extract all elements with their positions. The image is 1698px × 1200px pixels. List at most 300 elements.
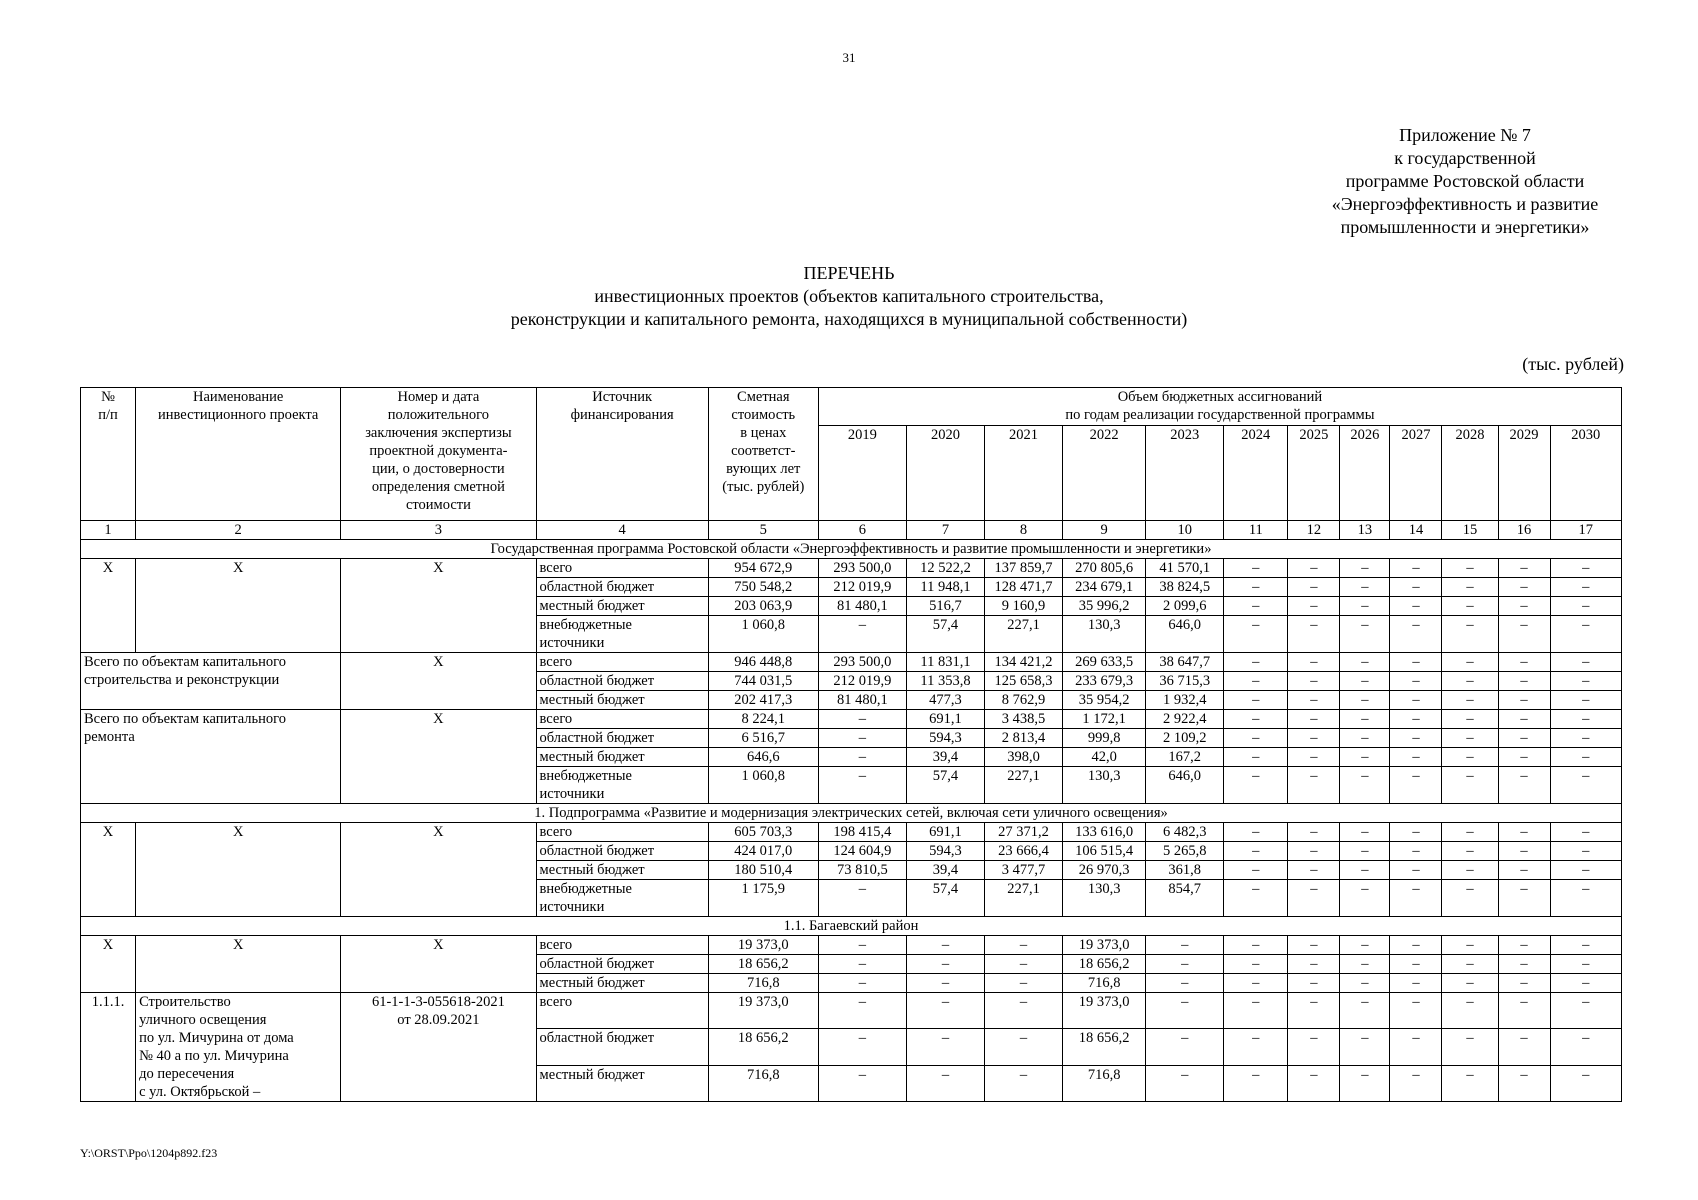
year-allocation: 38 824,5 [1146, 578, 1224, 597]
year-allocation: – [906, 1029, 984, 1065]
year-allocation: – [1224, 559, 1288, 578]
year-allocation: – [1498, 691, 1550, 710]
year-allocation: – [1550, 748, 1621, 767]
page-number: 31 [842, 50, 856, 65]
column-number: 13 [1340, 521, 1390, 540]
column-number: 11 [1224, 521, 1288, 540]
column-number: 6 [818, 521, 906, 540]
year-allocation: 130,3 [1063, 880, 1146, 917]
funding-source: местный бюджет [536, 974, 708, 993]
year-allocation: – [906, 993, 984, 1029]
year-allocation: – [1550, 993, 1621, 1029]
year-allocation: – [1390, 842, 1442, 861]
funding-source: областной бюджет [536, 578, 708, 597]
year-allocation: – [1498, 955, 1550, 974]
year-allocation: 1 932,4 [1146, 691, 1224, 710]
year-allocation: – [1146, 936, 1224, 955]
funding-source: всего [536, 559, 708, 578]
year-allocation: – [1288, 1065, 1340, 1101]
year-allocation: – [1224, 729, 1288, 748]
year-allocation: 57,4 [906, 767, 984, 804]
year-allocation: – [1390, 672, 1442, 691]
units-label: (тыс. рублей) [1522, 354, 1624, 374]
year-allocation: – [1340, 710, 1390, 729]
year-allocation: 2 099,6 [1146, 597, 1224, 616]
year-allocation: – [1498, 729, 1550, 748]
year-allocation: – [906, 955, 984, 974]
year-allocation: 130,3 [1063, 767, 1146, 804]
year-allocation: – [1340, 672, 1390, 691]
estimated-cost: 18 656,2 [708, 955, 818, 974]
year-allocation: – [1550, 974, 1621, 993]
year-allocation: – [1442, 1065, 1498, 1101]
year-allocation: – [1288, 672, 1340, 691]
year-allocation: – [985, 993, 1063, 1029]
year-allocation: – [1390, 653, 1442, 672]
year-allocation: – [1390, 597, 1442, 616]
expertise-conclusion: X [341, 823, 536, 917]
year-allocation: 227,1 [985, 880, 1063, 917]
year-allocation: – [1550, 1065, 1621, 1101]
year-allocation: – [1288, 861, 1340, 880]
project-name: X [136, 559, 341, 653]
year-allocation: – [906, 936, 984, 955]
year-allocation: – [1442, 729, 1498, 748]
year-allocation: – [1224, 861, 1288, 880]
year-allocation: 999,8 [1063, 729, 1146, 748]
funding-source: местный бюджет [536, 748, 708, 767]
year-allocation: 477,3 [906, 691, 984, 710]
year-allocation: 2 922,4 [1146, 710, 1224, 729]
expertise-conclusion: X [341, 653, 536, 710]
year-allocation: – [1224, 672, 1288, 691]
year-allocation: – [985, 1065, 1063, 1101]
year-allocation: 1 172,1 [1063, 710, 1146, 729]
funding-source: всего [536, 936, 708, 955]
expertise-conclusion: 61-1-1-3-055618-2021 от 28.09.2021 [341, 993, 536, 1102]
year-allocation: – [818, 616, 906, 653]
year-allocation: – [1288, 974, 1340, 993]
column-number: 17 [1550, 521, 1621, 540]
year-allocation: – [1390, 578, 1442, 597]
year-allocation: 12 522,2 [906, 559, 984, 578]
year-allocation: – [1288, 578, 1340, 597]
year-allocation: – [1442, 597, 1498, 616]
year-allocation: 270 805,6 [1063, 559, 1146, 578]
year-allocation: – [1550, 616, 1621, 653]
year-allocation: 128 471,7 [985, 578, 1063, 597]
year-allocation: – [1442, 993, 1498, 1029]
estimated-cost: 202 417,3 [708, 691, 818, 710]
estimated-cost: 18 656,2 [708, 1029, 818, 1065]
year-allocation: 19 373,0 [1063, 936, 1146, 955]
year-allocation: 3 438,5 [985, 710, 1063, 729]
year-allocation: 11 353,8 [906, 672, 984, 691]
year-allocation: – [1550, 597, 1621, 616]
year-allocation: 38 647,7 [1146, 653, 1224, 672]
year-allocation: – [1390, 616, 1442, 653]
estimated-cost: 716,8 [708, 1065, 818, 1101]
project-number: X [81, 559, 136, 653]
funding-source: внебюджетные источники [536, 767, 708, 804]
appendix-line: промышленности и энергетики» [1340, 217, 1590, 237]
funding-source: внебюджетные источники [536, 616, 708, 653]
year-allocation: – [1288, 748, 1340, 767]
year-allocation: – [1224, 842, 1288, 861]
year-allocation: – [1550, 672, 1621, 691]
year-allocation: – [1550, 936, 1621, 955]
year-allocation: – [1442, 767, 1498, 804]
year-allocation: – [818, 1029, 906, 1065]
estimated-cost: 19 373,0 [708, 936, 818, 955]
header-year: 2028 [1442, 426, 1498, 521]
year-allocation: – [1224, 955, 1288, 974]
year-allocation: 212 019,9 [818, 672, 906, 691]
year-allocation: 8 762,9 [985, 691, 1063, 710]
year-allocation: 594,3 [906, 729, 984, 748]
year-allocation: 234 679,1 [1063, 578, 1146, 597]
year-allocation: – [1498, 767, 1550, 804]
table-row [81, 823, 1622, 842]
year-allocation: 516,7 [906, 597, 984, 616]
year-allocation: 39,4 [906, 748, 984, 767]
section-title-row [81, 804, 1622, 823]
investment-projects-table [80, 387, 1622, 1102]
year-allocation: – [818, 767, 906, 804]
year-allocation: – [1224, 936, 1288, 955]
year-allocation: – [1498, 748, 1550, 767]
estimated-cost: 203 063,9 [708, 597, 818, 616]
column-numbers-row [81, 521, 1622, 540]
estimated-cost: 1 060,8 [708, 616, 818, 653]
year-allocation: – [1442, 880, 1498, 917]
year-allocation: – [1340, 729, 1390, 748]
funding-source: местный бюджет [536, 861, 708, 880]
year-allocation: – [1442, 955, 1498, 974]
year-allocation: 36 715,3 [1146, 672, 1224, 691]
year-allocation: – [1340, 616, 1390, 653]
year-allocation: – [1442, 653, 1498, 672]
year-allocation: – [985, 936, 1063, 955]
year-allocation: – [1340, 955, 1390, 974]
year-allocation: – [1498, 880, 1550, 917]
column-number: 9 [1063, 521, 1146, 540]
year-allocation: – [1224, 653, 1288, 672]
funding-source: всего [536, 653, 708, 672]
project-number: 1.1.1. [81, 993, 136, 1102]
year-allocation: 198 415,4 [818, 823, 906, 842]
section-title-row [81, 540, 1622, 559]
table-row [81, 653, 1622, 672]
year-allocation: 233 679,3 [1063, 672, 1146, 691]
year-allocation: – [1442, 748, 1498, 767]
year-allocation: – [1288, 653, 1340, 672]
funding-source: областной бюджет [536, 842, 708, 861]
estimated-cost: 744 031,5 [708, 672, 818, 691]
year-allocation: – [1340, 748, 1390, 767]
funding-source: всего [536, 993, 708, 1029]
header-year: 2020 [906, 426, 984, 521]
year-allocation: – [1550, 559, 1621, 578]
column-number: 12 [1288, 521, 1340, 540]
header-year: 2030 [1550, 426, 1621, 521]
year-allocation: – [1340, 823, 1390, 842]
year-allocation: – [1224, 880, 1288, 917]
expertise-conclusion: X [341, 710, 536, 804]
appendix-line: Приложение № 7 [1399, 125, 1531, 145]
year-allocation: 27 371,2 [985, 823, 1063, 842]
year-allocation: – [1498, 616, 1550, 653]
header-year: 2026 [1340, 426, 1390, 521]
year-allocation: 57,4 [906, 616, 984, 653]
table-row [81, 993, 1622, 1029]
year-allocation: – [1288, 880, 1340, 917]
year-allocation: – [1224, 616, 1288, 653]
year-allocation: 227,1 [985, 767, 1063, 804]
year-allocation: 39,4 [906, 861, 984, 880]
year-allocation: 73 810,5 [818, 861, 906, 880]
year-allocation: 57,4 [906, 880, 984, 917]
header-expertise: Номер и дата положительного заключения экспертизы проектной документа- ции, о достоверности определения сметной стоимости [341, 388, 536, 521]
year-allocation: – [1550, 691, 1621, 710]
year-allocation: – [818, 880, 906, 917]
year-allocation: – [1390, 861, 1442, 880]
year-allocation: 42,0 [1063, 748, 1146, 767]
year-allocation: 269 633,5 [1063, 653, 1146, 672]
table-row [81, 936, 1622, 955]
year-allocation: 81 480,1 [818, 597, 906, 616]
year-allocation: – [818, 974, 906, 993]
year-allocation: – [1390, 823, 1442, 842]
header-row [81, 388, 1622, 426]
estimated-cost: 954 672,9 [708, 559, 818, 578]
project-number: X [81, 936, 136, 993]
year-allocation: 18 656,2 [1063, 1029, 1146, 1065]
year-allocation: – [1288, 1029, 1340, 1065]
heading-line: инвестиционных проектов (объектов капитального строительства, [594, 286, 1104, 306]
column-number: 8 [985, 521, 1063, 540]
year-allocation: – [1442, 578, 1498, 597]
year-allocation: – [1146, 955, 1224, 974]
project-name: Всего по объектам капитального строительства и реконструкции [81, 653, 341, 710]
year-allocation: – [1390, 710, 1442, 729]
year-allocation: – [1498, 653, 1550, 672]
column-number: 2 [136, 521, 341, 540]
header-volume: Объем бюджетных ассигнований по годам реализации государственной программы [818, 388, 1621, 426]
year-allocation: 212 019,9 [818, 578, 906, 597]
year-allocation: – [1340, 691, 1390, 710]
funding-source: всего [536, 710, 708, 729]
year-allocation: 716,8 [1063, 1065, 1146, 1101]
project-name: Всего по объектам капитального ремонта [81, 710, 341, 804]
estimated-cost: 180 510,4 [708, 861, 818, 880]
year-allocation: – [1224, 597, 1288, 616]
year-allocation: – [1550, 729, 1621, 748]
year-allocation: – [1498, 672, 1550, 691]
year-allocation: – [1390, 748, 1442, 767]
funding-source: внебюджетные источники [536, 880, 708, 917]
year-allocation: – [1550, 767, 1621, 804]
year-allocation: 398,0 [985, 748, 1063, 767]
year-allocation: – [1288, 729, 1340, 748]
year-allocation: – [1390, 993, 1442, 1029]
year-allocation: – [1340, 767, 1390, 804]
year-allocation: – [1390, 1065, 1442, 1101]
year-allocation: – [1224, 1065, 1288, 1101]
estimated-cost: 750 548,2 [708, 578, 818, 597]
column-number: 7 [906, 521, 984, 540]
year-allocation: – [1442, 1029, 1498, 1065]
header-source: Источник финансирования [536, 388, 708, 521]
year-allocation: – [1288, 710, 1340, 729]
year-allocation: 2 109,2 [1146, 729, 1224, 748]
year-allocation: – [1288, 936, 1340, 955]
appendix-note [1300, 124, 1630, 239]
funding-source: областной бюджет [536, 672, 708, 691]
year-allocation: – [1390, 559, 1442, 578]
document-heading [0, 262, 1698, 331]
year-allocation: – [1340, 1029, 1390, 1065]
section-title: Государственная программа Ростовской области «Энергоэффективность и развитие промышленности и энергетики» [81, 540, 1622, 559]
year-allocation: – [1340, 1065, 1390, 1101]
year-allocation: – [1498, 823, 1550, 842]
year-allocation: – [1224, 748, 1288, 767]
year-allocation: – [1550, 842, 1621, 861]
estimated-cost: 1 060,8 [708, 767, 818, 804]
year-allocation: 137 859,7 [985, 559, 1063, 578]
header-year: 2019 [818, 426, 906, 521]
project-name: X [136, 936, 341, 993]
project-name: X [136, 823, 341, 917]
file-path-footer: Y:\ORST\Ppo\1204p892.f23 [80, 1146, 218, 1160]
year-allocation: 167,2 [1146, 748, 1224, 767]
year-allocation: – [818, 936, 906, 955]
year-allocation: – [1550, 578, 1621, 597]
year-allocation: – [818, 710, 906, 729]
year-allocation: – [1340, 842, 1390, 861]
year-allocation: – [1288, 993, 1340, 1029]
year-allocation: – [1550, 653, 1621, 672]
year-allocation: 594,3 [906, 842, 984, 861]
year-allocation: – [1288, 616, 1340, 653]
year-allocation: – [1146, 993, 1224, 1029]
year-allocation: 646,0 [1146, 767, 1224, 804]
year-allocation: 854,7 [1146, 880, 1224, 917]
year-allocation: – [1340, 861, 1390, 880]
year-allocation: – [1224, 578, 1288, 597]
year-allocation: – [1146, 1065, 1224, 1101]
funding-source: областной бюджет [536, 729, 708, 748]
column-number: 3 [341, 521, 536, 540]
heading-line: реконструкции и капитального ремонта, находящихся в муниципальной собственности) [510, 309, 1188, 329]
year-allocation: – [1340, 974, 1390, 993]
year-allocation: 26 970,3 [1063, 861, 1146, 880]
year-allocation: – [1340, 936, 1390, 955]
year-allocation: – [1498, 842, 1550, 861]
year-allocation: – [1390, 974, 1442, 993]
year-allocation: – [1146, 1029, 1224, 1065]
year-allocation: – [1340, 559, 1390, 578]
estimated-cost: 19 373,0 [708, 993, 818, 1029]
estimated-cost: 6 516,7 [708, 729, 818, 748]
appendix-line: «Энергоэффективность и развитие [1331, 194, 1599, 214]
year-allocation: – [1390, 729, 1442, 748]
project-number: X [81, 823, 136, 917]
year-allocation: – [1288, 691, 1340, 710]
table-row [81, 710, 1622, 729]
year-allocation: 6 482,3 [1146, 823, 1224, 842]
header-year: 2025 [1288, 426, 1340, 521]
year-allocation: – [818, 729, 906, 748]
year-allocation: – [1442, 974, 1498, 993]
header-year: 2024 [1224, 426, 1288, 521]
funding-source: областной бюджет [536, 955, 708, 974]
estimated-cost: 8 224,1 [708, 710, 818, 729]
column-number: 5 [708, 521, 818, 540]
estimated-cost: 946 448,8 [708, 653, 818, 672]
year-allocation: 106 515,4 [1063, 842, 1146, 861]
year-allocation: – [1224, 691, 1288, 710]
year-allocation: – [1288, 842, 1340, 861]
year-allocation: – [1224, 974, 1288, 993]
funding-source: местный бюджет [536, 597, 708, 616]
appendix-line: к государственной [1394, 148, 1536, 168]
year-allocation: 2 813,4 [985, 729, 1063, 748]
year-allocation: – [1390, 767, 1442, 804]
column-number: 14 [1390, 521, 1442, 540]
year-allocation: – [1340, 578, 1390, 597]
year-allocation: – [1550, 955, 1621, 974]
estimated-cost: 716,8 [708, 974, 818, 993]
year-allocation: – [906, 1065, 984, 1101]
year-allocation: – [818, 748, 906, 767]
year-allocation: – [1442, 936, 1498, 955]
year-allocation: – [1498, 936, 1550, 955]
year-allocation: – [1288, 767, 1340, 804]
table-row [81, 559, 1622, 578]
year-allocation: – [1442, 691, 1498, 710]
funding-source: областной бюджет [536, 1029, 708, 1065]
year-allocation: 18 656,2 [1063, 955, 1146, 974]
year-allocation: 361,8 [1146, 861, 1224, 880]
year-allocation: 293 500,0 [818, 653, 906, 672]
year-allocation: – [1550, 1029, 1621, 1065]
year-allocation: – [1442, 861, 1498, 880]
year-allocation: – [1224, 1029, 1288, 1065]
funding-source: местный бюджет [536, 1065, 708, 1101]
year-allocation: – [985, 974, 1063, 993]
section-title: 1. Подпрограмма «Развитие и модернизация электрических сетей, включая сети уличного освещения» [81, 804, 1622, 823]
funding-source: всего [536, 823, 708, 842]
year-allocation: – [1442, 710, 1498, 729]
expertise-conclusion: X [341, 936, 536, 993]
year-allocation: – [1224, 710, 1288, 729]
year-allocation: – [1224, 823, 1288, 842]
year-allocation: 41 570,1 [1146, 559, 1224, 578]
year-allocation: – [1442, 672, 1498, 691]
header-year: 2027 [1390, 426, 1442, 521]
column-number: 1 [81, 521, 136, 540]
year-allocation: – [1288, 559, 1340, 578]
header-cost: Сметная стоимость в ценах соответст- вующих лет (тыс. рублей) [708, 388, 818, 521]
section-title-row [81, 917, 1622, 936]
header-year: 2022 [1063, 426, 1146, 521]
funding-source: местный бюджет [536, 691, 708, 710]
year-allocation: – [818, 1065, 906, 1101]
year-allocation: – [818, 955, 906, 974]
year-allocation: – [906, 974, 984, 993]
year-allocation: – [1288, 955, 1340, 974]
